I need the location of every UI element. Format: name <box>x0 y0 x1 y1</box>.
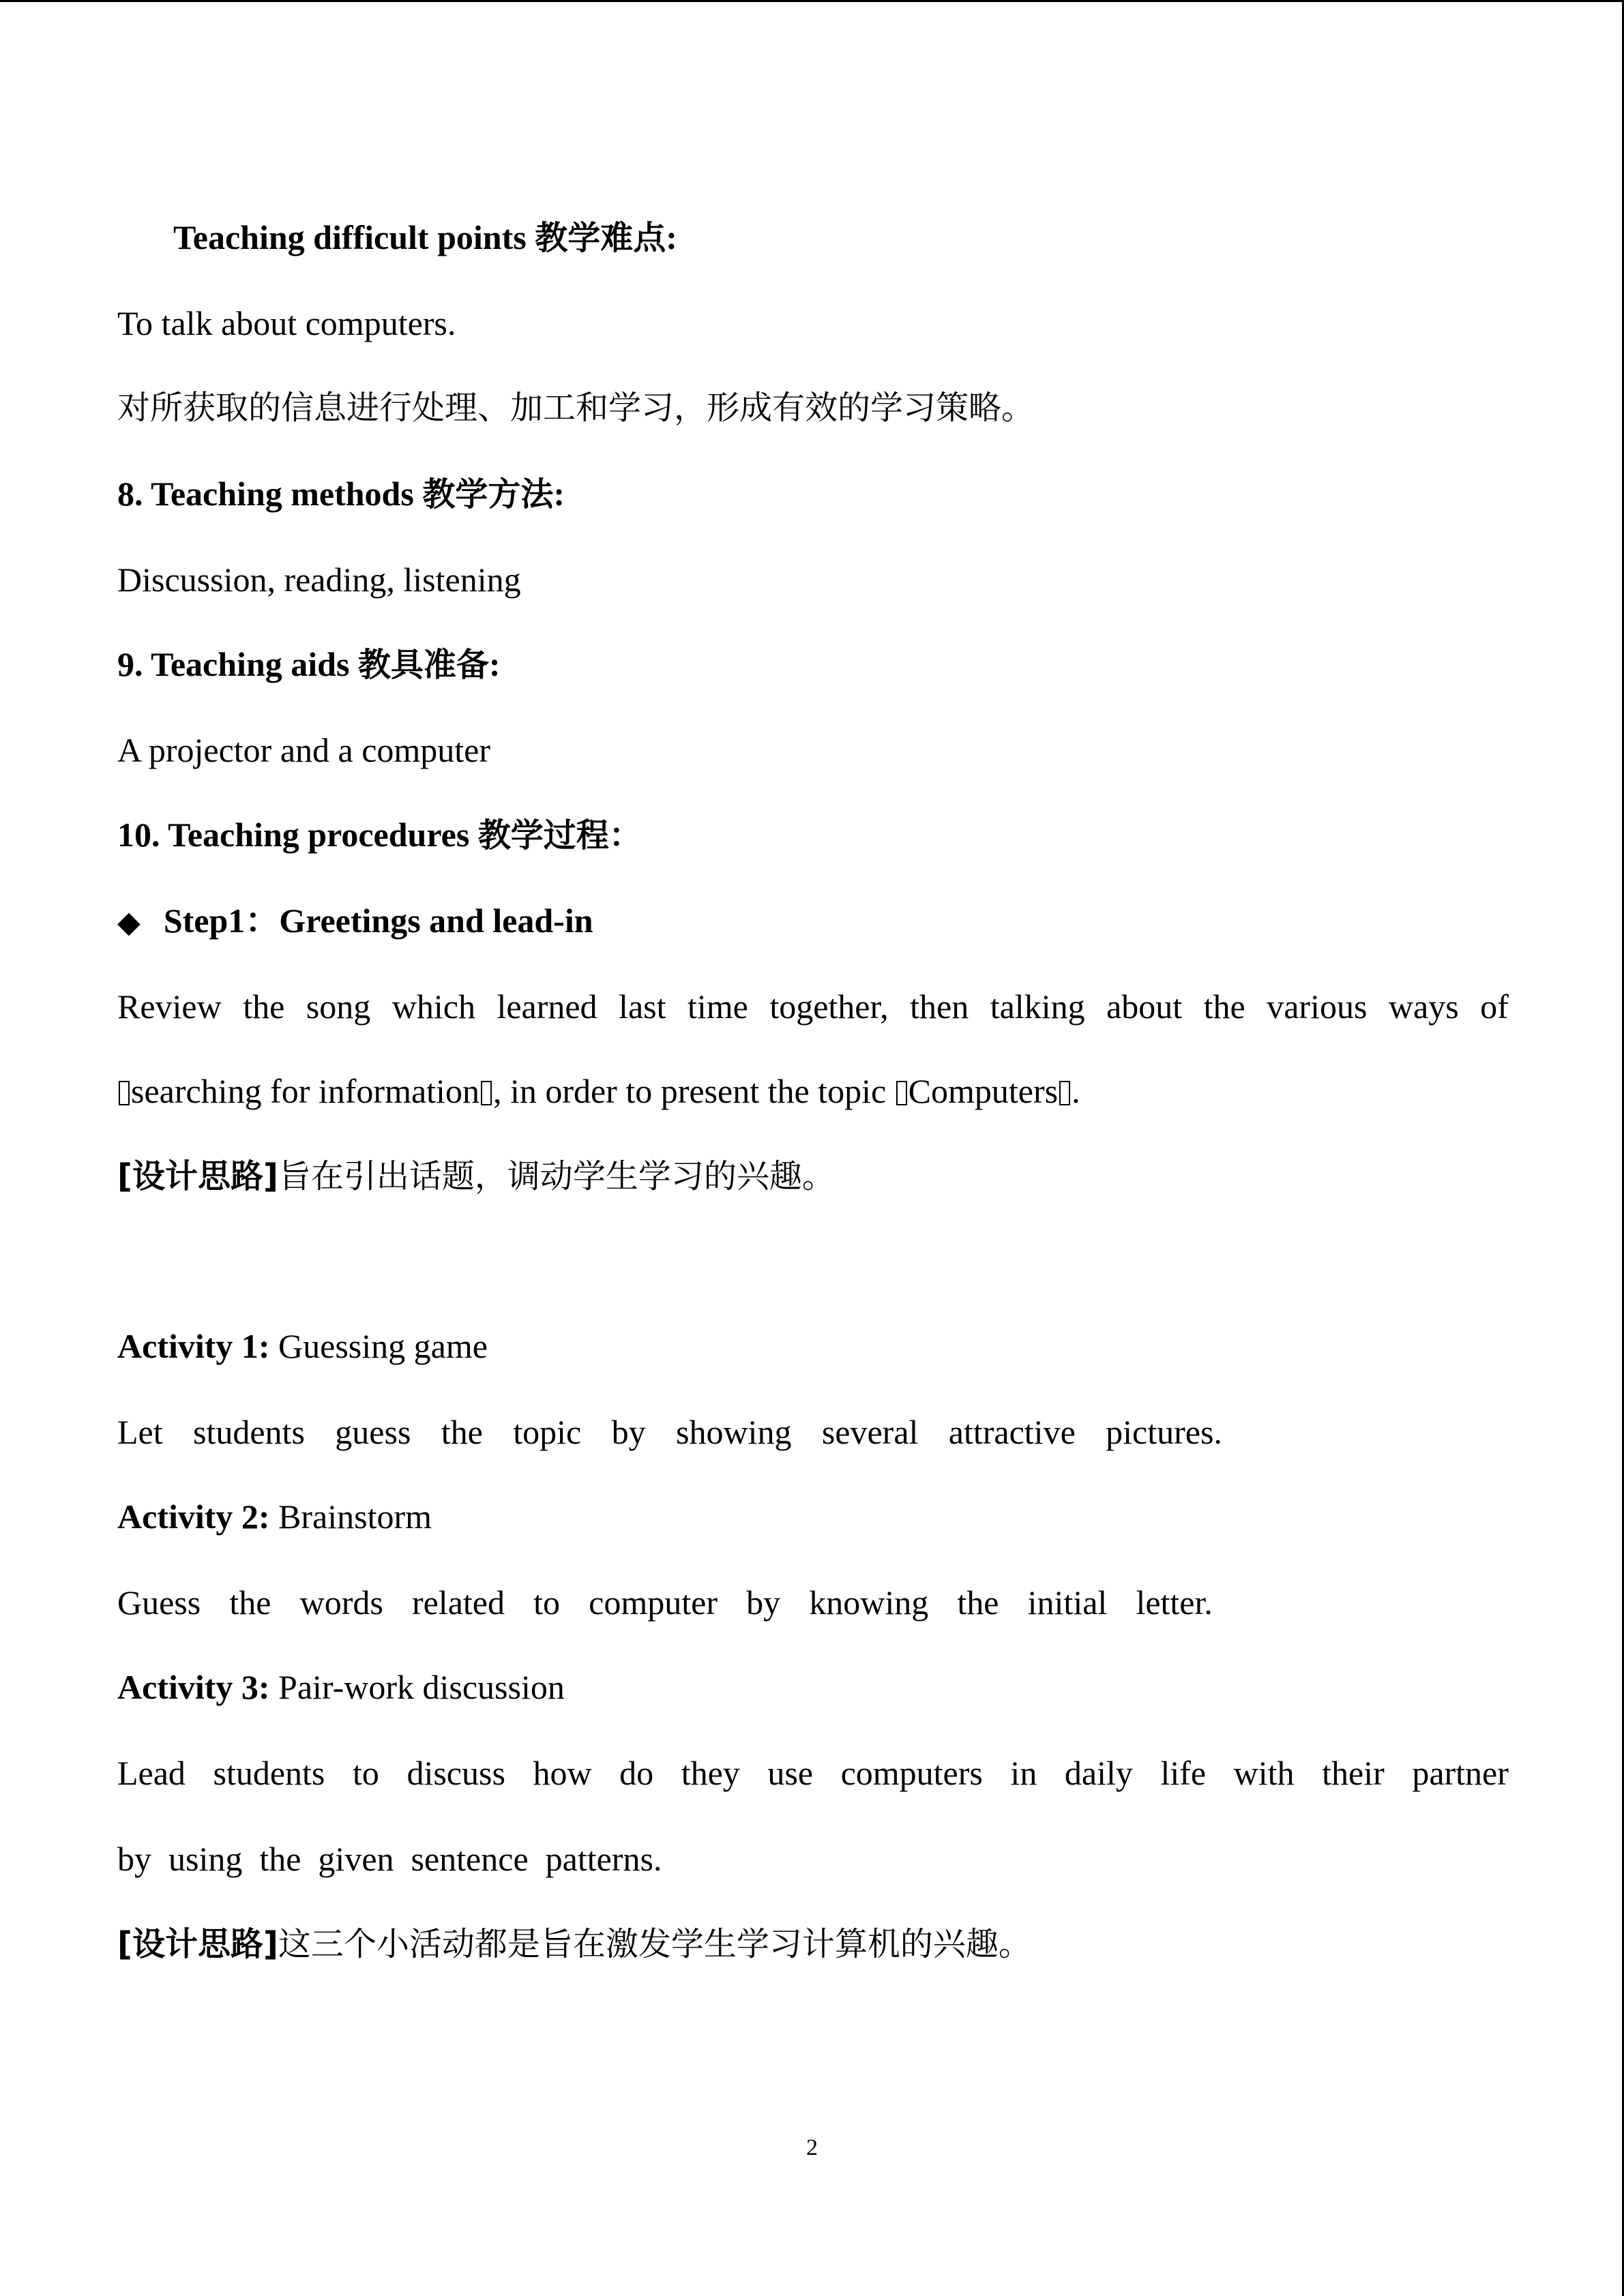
activity-label: Activity 3: <box>117 1668 270 1706</box>
word: about <box>1106 987 1183 1026</box>
activity-title: Brainstorm <box>269 1497 432 1536</box>
design-label: [设计思路] <box>117 1157 278 1195</box>
heading-cn: 教学方法 <box>422 475 554 513</box>
word: various <box>1267 987 1368 1026</box>
step1-heading-line <box>117 899 593 942</box>
diamond-bullet-icon: ◆ <box>117 906 141 939</box>
word: life <box>1160 1754 1207 1792</box>
word: to <box>533 1583 561 1622</box>
review-line-2 <box>117 1069 1080 1113</box>
activity-label: Activity 1: <box>117 1327 270 1365</box>
word: students <box>193 1413 305 1451</box>
activity-title: Pair-work discussion <box>269 1668 565 1706</box>
word: the <box>441 1413 483 1451</box>
difficult-points-line-1: To talk about computers. <box>117 304 456 342</box>
design-text: 旨在引出话题，调动学生学习的兴趣。 <box>278 1157 835 1195</box>
design-idea-1 <box>117 1154 835 1197</box>
activity1-description <box>117 1410 1222 1454</box>
word: use <box>767 1754 814 1792</box>
activity2-description <box>117 1581 1213 1624</box>
word: their <box>1322 1754 1385 1792</box>
heading-colon: : <box>553 475 565 513</box>
design-text: 这三个小活动都是旨在激发学生学习计算机的兴趣。 <box>278 1925 1031 1963</box>
activity2-heading <box>117 1495 432 1538</box>
review-text-part3: Computers <box>908 1072 1059 1110</box>
word: time <box>687 987 748 1026</box>
word: last <box>619 987 666 1026</box>
word: in <box>1010 1754 1037 1792</box>
heading-cn: 教具准备 <box>357 646 489 684</box>
word: by <box>746 1583 781 1622</box>
heading-cn: 教学过程： <box>477 816 642 854</box>
heading-en: Teaching difficult points <box>173 218 535 256</box>
word: Guess <box>117 1583 201 1622</box>
word: related <box>411 1583 505 1622</box>
activity-title: Guessing game <box>269 1327 488 1365</box>
word: computer <box>589 1583 718 1622</box>
design-label: [设计思路] <box>117 1925 278 1963</box>
word: letter. <box>1136 1583 1213 1622</box>
word: the <box>229 1583 271 1622</box>
word: knowing <box>809 1583 929 1622</box>
review-line-1 <box>117 985 1509 1028</box>
heading-en: 8. Teaching methods <box>117 475 423 513</box>
word: words <box>299 1583 383 1622</box>
word: they <box>681 1754 740 1792</box>
methods-heading <box>117 472 565 516</box>
page-border-top <box>0 0 1624 2</box>
quote-close-glyph <box>1059 1081 1070 1105</box>
word: pictures. <box>1106 1413 1222 1451</box>
activity1-heading <box>117 1324 488 1368</box>
word: together, <box>769 987 889 1026</box>
heading-colon: : <box>488 645 501 683</box>
word: with <box>1233 1754 1295 1792</box>
word: which <box>392 987 475 1026</box>
methods-text: Discussion, reading, listening <box>117 561 521 599</box>
quote-close-glyph <box>481 1081 492 1105</box>
activity3-description-line-1 <box>117 1751 1509 1795</box>
procedures-heading <box>117 813 642 856</box>
difficult-points-heading <box>173 215 677 259</box>
word: guess <box>335 1413 411 1451</box>
word: the <box>243 987 285 1026</box>
word: Let <box>117 1413 163 1451</box>
word: daily <box>1064 1754 1133 1792</box>
word: ways <box>1388 987 1459 1026</box>
activity3-description-line-2: by using the given sentence patterns. <box>117 1840 662 1878</box>
design-idea-2 <box>117 1922 1031 1965</box>
word: Review <box>117 987 222 1026</box>
quote-open-glyph <box>896 1081 907 1105</box>
word: partner <box>1412 1754 1509 1792</box>
word: song <box>306 987 371 1026</box>
word: topic <box>513 1413 582 1451</box>
word: by <box>611 1413 646 1451</box>
heading-en: 9. Teaching aids <box>117 645 358 683</box>
word: computers <box>840 1754 983 1792</box>
heading-en: 10. Teaching procedures <box>117 816 478 854</box>
word: talking <box>990 987 1085 1026</box>
word: discuss <box>407 1754 505 1792</box>
difficult-points-line-2: 对所获取的信息进行处理、加工和学习，形成有效的学习策略。 <box>117 389 1035 427</box>
quote-open-glyph <box>119 1081 130 1105</box>
review-text-part2: , in order to present the topic <box>492 1072 895 1110</box>
word: several <box>821 1413 919 1451</box>
page-number: 2 <box>806 2135 818 2160</box>
word: students <box>213 1754 325 1792</box>
aids-text: A projector and a computer <box>117 731 491 769</box>
aids-heading <box>117 642 501 686</box>
word: how <box>533 1754 592 1792</box>
heading-cn: 教学难点 <box>535 219 666 257</box>
word: to <box>352 1754 379 1792</box>
word: attractive <box>948 1413 1076 1451</box>
activity3-heading <box>117 1665 565 1709</box>
word: learned <box>497 987 597 1026</box>
word: do <box>619 1754 654 1792</box>
step1-heading: Step1：Greetings and lead-in <box>163 901 593 940</box>
word: then <box>910 987 969 1026</box>
word: the <box>957 1583 999 1622</box>
review-text-part1: searching for information <box>131 1072 479 1110</box>
word: showing <box>675 1413 792 1451</box>
word: Lead <box>117 1754 186 1792</box>
heading-colon: : <box>666 218 677 256</box>
activity-label: Activity 2: <box>117 1497 270 1536</box>
word: of <box>1480 987 1509 1026</box>
word: the <box>1203 987 1245 1026</box>
word: initial <box>1027 1583 1108 1622</box>
review-text-part4: . <box>1072 1072 1080 1110</box>
